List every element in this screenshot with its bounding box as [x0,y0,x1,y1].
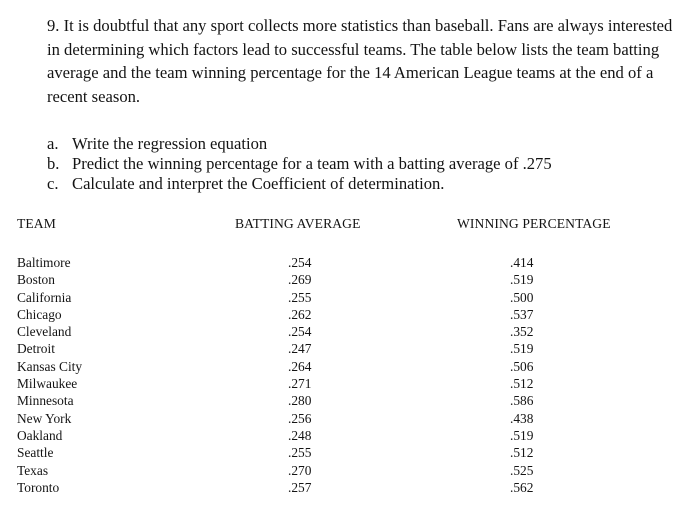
table-row [0,289,700,306]
problem-statement: 9. It is doubtful that any sport collects more statistics than baseball. Fans are always interested in determining which factors lead to successful teams. The table below lists the team batting average and the team winning percentage for the 14 American League teams at the end of a recent season. [47,16,673,106]
header-batting-average: BATTING AVERAGE [235,216,361,231]
batting-average-cell: .271 [288,376,312,392]
part-a [47,134,552,154]
team-name-cell: Minnesota [17,393,74,409]
team-name-cell: Chicago [17,306,62,322]
winning-percentage-cell: .519 [510,427,534,443]
winning-percentage-cell: .500 [510,289,534,305]
team-name-cell: Milwaukee [17,376,78,392]
team-name-cell: Texas [17,462,49,478]
part-letter: a. [47,134,59,153]
table-row [0,479,700,496]
part-letter: c. [47,174,59,193]
team-name-cell: Toronto [17,479,60,495]
team-name-cell: Detroit [17,341,55,357]
winning-percentage-cell: .586 [510,393,534,409]
batting-average-cell: .280 [288,393,312,409]
table-row [0,392,700,409]
winning-percentage-cell: .506 [510,358,534,374]
table-row [0,306,700,323]
batting-average-cell: .255 [288,289,312,305]
batting-average-cell: .269 [288,272,312,288]
batting-average-cell: .254 [288,324,312,340]
batting-average-cell: .255 [288,445,312,461]
header-team: TEAM [17,216,56,231]
team-name-cell: Kansas City [17,358,83,374]
team-name-cell: Oakland [17,427,63,443]
table-row [0,358,700,375]
batting-average-cell: .270 [288,462,312,478]
table-row [0,340,700,357]
team-name-cell: Seattle [17,445,54,461]
winning-percentage-cell: .537 [510,306,534,322]
winning-percentage-cell: .438 [510,410,534,426]
table-row [0,375,700,392]
batting-average-cell: .257 [288,479,312,495]
winning-percentage-cell: .512 [510,445,534,461]
winning-percentage-cell: .512 [510,376,534,392]
team-name-cell: California [17,289,72,305]
team-name-cell: New York [17,410,72,426]
batting-average-cell: .256 [288,410,312,426]
winning-percentage-cell: .562 [510,479,534,495]
part-text: Predict the winning percentage for a team with a batting average of .275 [72,154,552,173]
winning-percentage-cell: .519 [510,341,534,357]
team-name-cell: Boston [17,272,55,288]
batting-average-cell: .247 [288,341,312,357]
part-text: Write the regression equation [72,134,268,153]
table-row [0,271,700,288]
header-winning-percentage: WINNING PERCENTAGE [457,216,611,231]
question-parts [47,134,552,194]
team-name-cell: Cleveland [17,324,72,340]
table-row [0,444,700,461]
part-c [47,174,552,194]
batting-average-cell: .248 [288,427,312,443]
part-b [47,154,552,174]
batting-average-cell: .254 [288,255,312,270]
part-text: Calculate and interpret the Coefficient of determination. [72,174,445,193]
winning-percentage-cell: .525 [510,462,534,478]
batting-average-cell: .264 [288,358,312,374]
table-row [0,254,700,271]
part-letter: b. [47,154,60,173]
winning-percentage-cell: .519 [510,272,534,288]
table-row [0,410,700,427]
table-row [0,323,700,340]
winning-percentage-cell: .414 [510,255,534,270]
table-row [0,427,700,444]
team-table [0,254,700,496]
team-name-cell: Baltimore [17,255,71,270]
table-row [0,462,700,479]
batting-average-cell: .262 [288,306,312,322]
winning-percentage-cell: .352 [510,324,534,340]
